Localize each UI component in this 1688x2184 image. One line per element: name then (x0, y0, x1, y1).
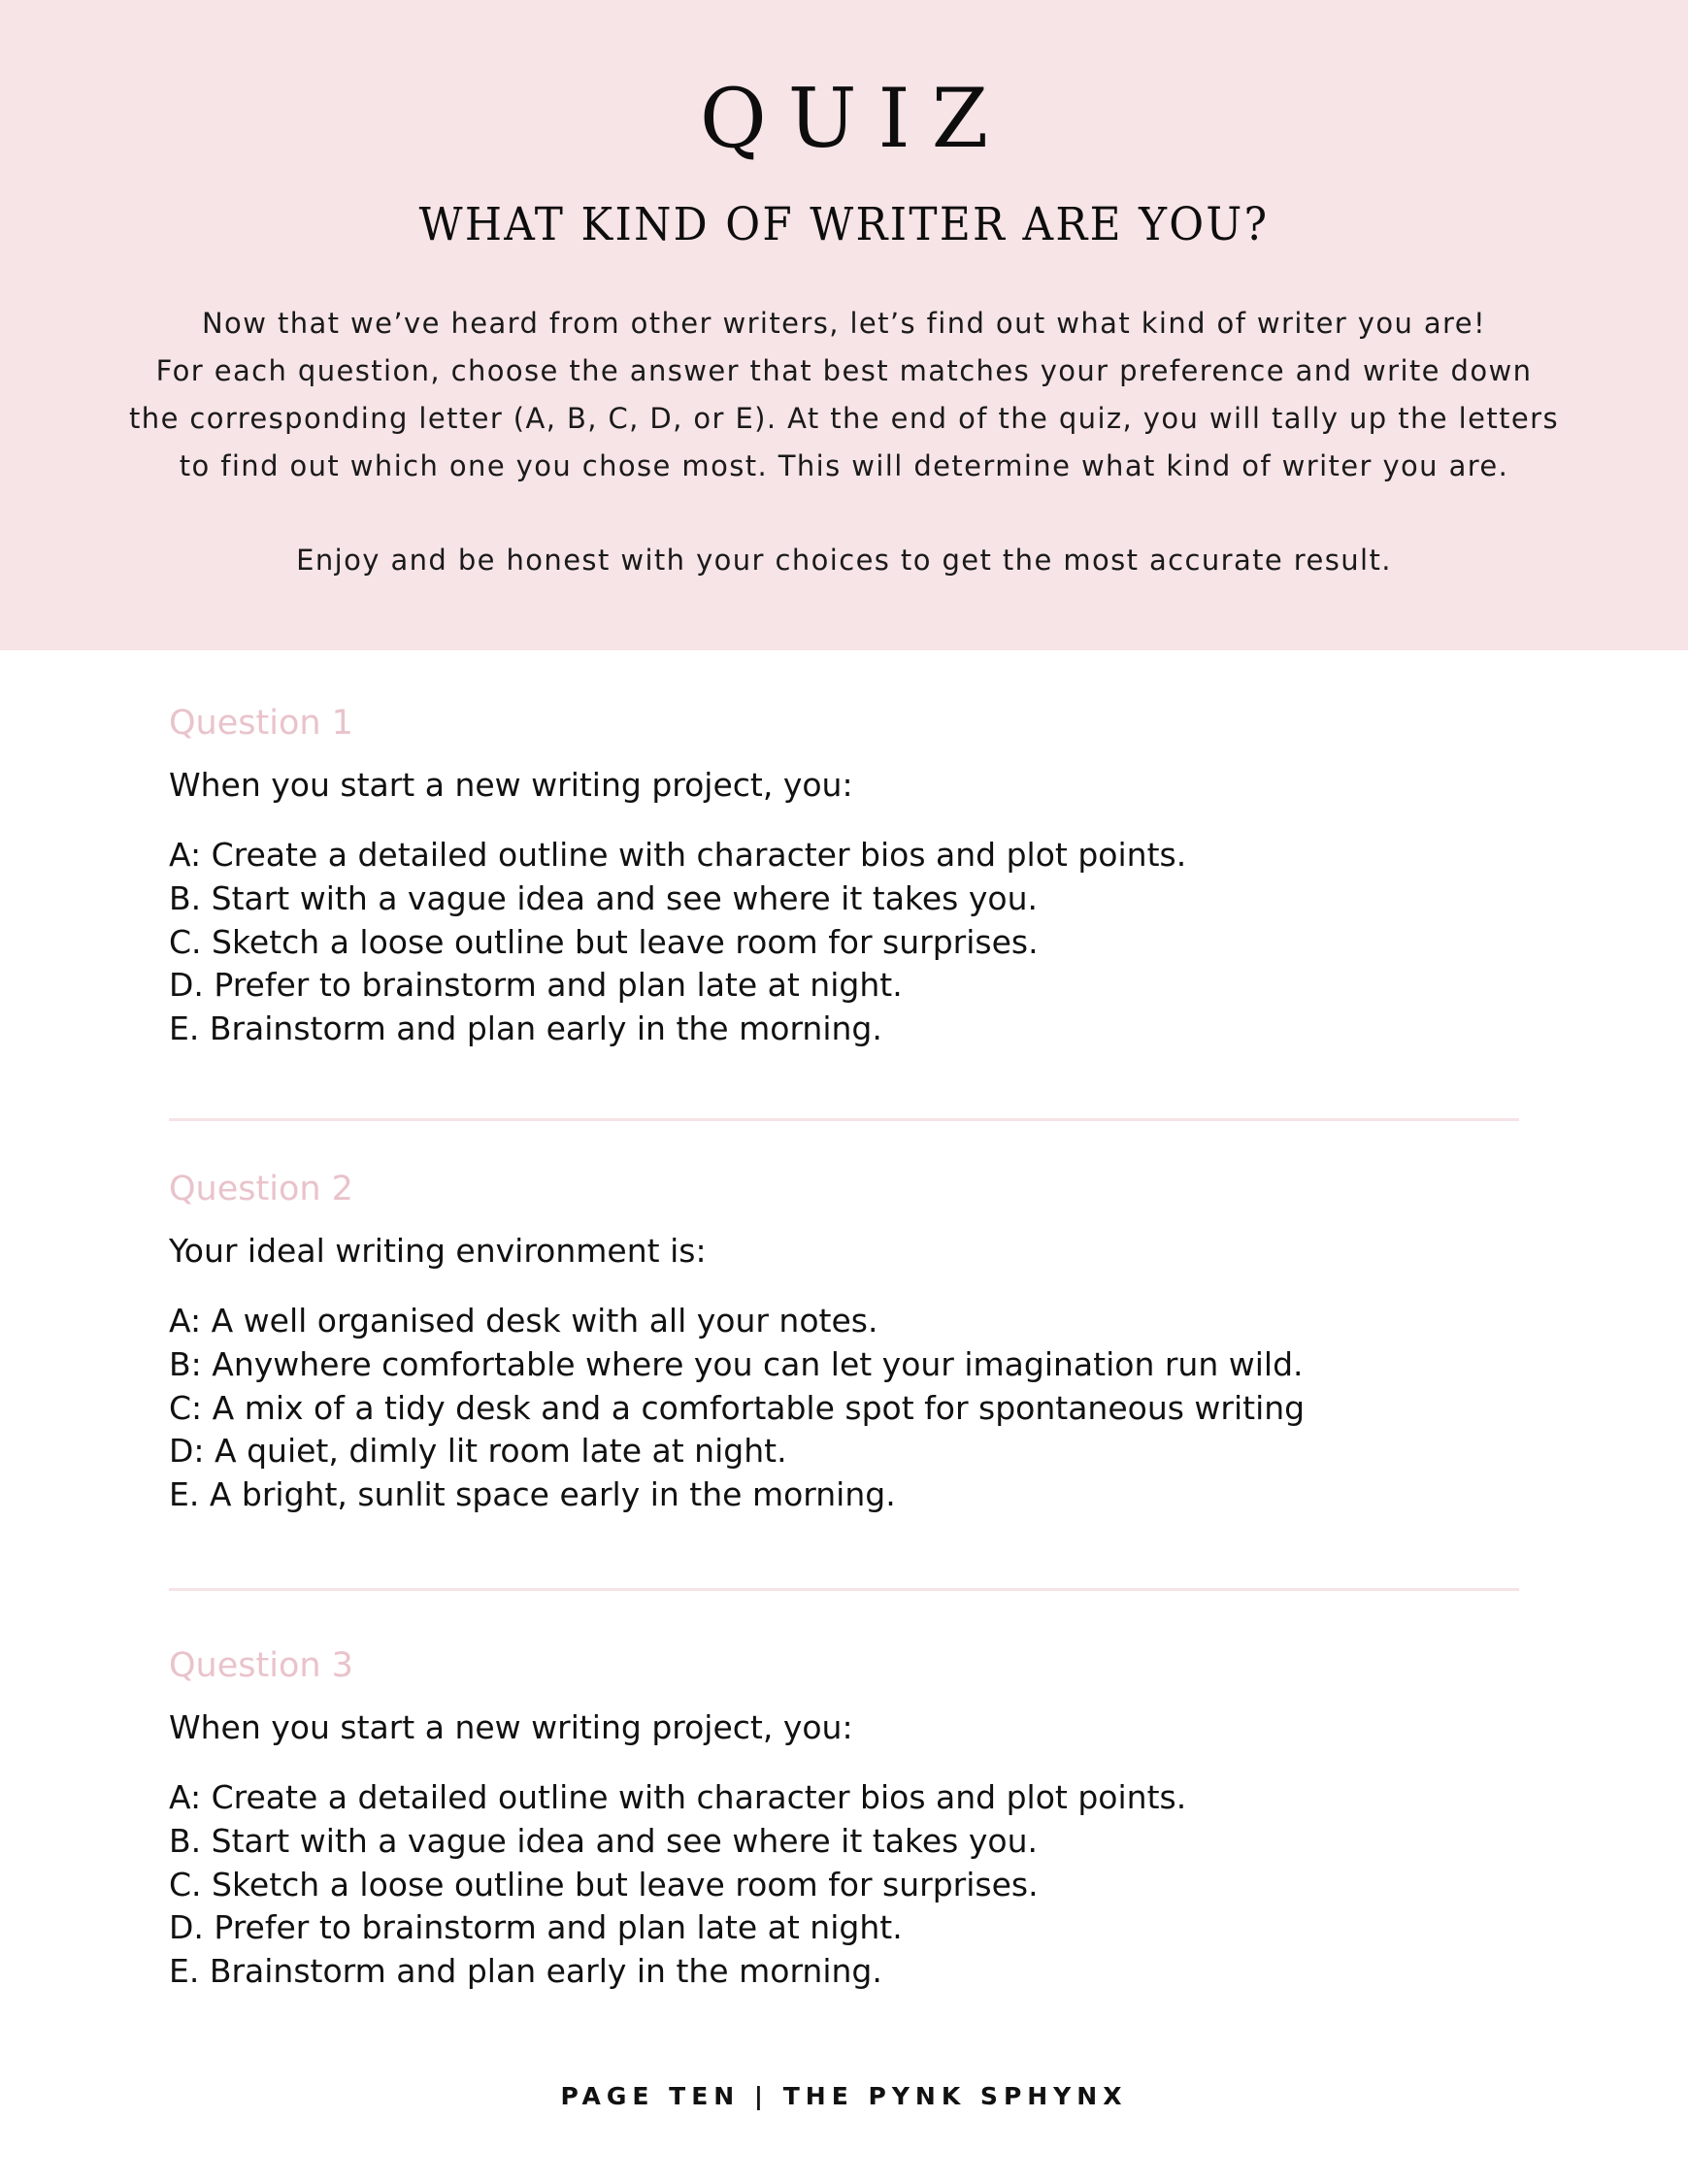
answer-option-b: B. Start with a vague idea and see where it takes you. (169, 1821, 1038, 1860)
page-subtitle: WHAT KIND OF WRITER ARE YOU? (418, 198, 1270, 251)
answer-option-b: B. Start with a vague idea and see where it takes you. (169, 878, 1038, 917)
intro-paragraph (58, 300, 1630, 490)
question-block-2 (169, 1168, 1519, 1517)
answer-option-c: C: A mix of a tidy desk and a comfortable spot for spontaneous writing (169, 1388, 1306, 1427)
page-title: QUIZ (699, 71, 1010, 166)
intro-line: Now that we’ve heard from other writers, let’s find out what kind of writer you are! (201, 307, 1487, 340)
answer-option-a: A: Create a detailed outline with character bios and plot points. (169, 1778, 1187, 1816)
question-heading: Question 2 (169, 1170, 353, 1208)
answer-option-e: E. Brainstorm and plan early in the morning. (169, 1952, 882, 1991)
page-footer: PAGE TEN | THE PYNK SPHYNX (560, 2082, 1128, 2110)
question-block-3 (169, 1644, 1519, 1994)
question-prompt: Your ideal writing environment is: (169, 1232, 707, 1270)
question-prompt: When you start a new writing project, you: (169, 1708, 853, 1746)
answer-option-d: D: A quiet, dimly lit room late at night. (169, 1432, 787, 1471)
intro-line: the corresponding letter (A, B, C, D, or E). At the end of the quiz, you will tally up the letters (129, 402, 1559, 435)
header-band (0, 0, 1688, 650)
answer-option-c: C. Sketch a loose outline but leave room for surprises. (169, 922, 1039, 961)
answer-option-e: E. Brainstorm and plan early in the morning. (169, 1009, 882, 1048)
answer-option-c: C. Sketch a loose outline but leave room for surprises. (169, 1865, 1039, 1903)
intro-line: to find out which one you chose most. This will determine what kind of writer you are. (179, 449, 1509, 482)
answer-list (169, 1776, 1519, 1994)
intro-note: Enjoy and be honest with your choices to get the most accurate result. (296, 544, 1392, 577)
answer-option-b: B: Anywhere comfortable where you can let your imagination run wild. (169, 1344, 1304, 1383)
question-prompt: When you start a new writing project, you: (169, 766, 853, 804)
section-divider (169, 1118, 1519, 1121)
answer-option-d: D. Prefer to brainstorm and plan late at night. (169, 966, 903, 1005)
question-block-1 (169, 702, 1519, 1051)
intro-line: For each question, choose the answer that best matches your preference and write down (155, 354, 1533, 387)
answer-option-d: D. Prefer to brainstorm and plan late at night. (169, 1908, 903, 1947)
question-heading: Question 3 (169, 1646, 353, 1685)
answer-list (169, 1300, 1519, 1517)
question-heading: Question 1 (169, 704, 353, 743)
answer-list (169, 834, 1519, 1051)
answer-option-a: A: A well organised desk with all your notes. (169, 1302, 878, 1340)
answer-option-a: A: Create a detailed outline with character bios and plot points. (169, 836, 1187, 874)
section-divider (169, 1588, 1519, 1591)
answer-option-e: E. A bright, sunlit space early in the morning. (169, 1475, 896, 1514)
